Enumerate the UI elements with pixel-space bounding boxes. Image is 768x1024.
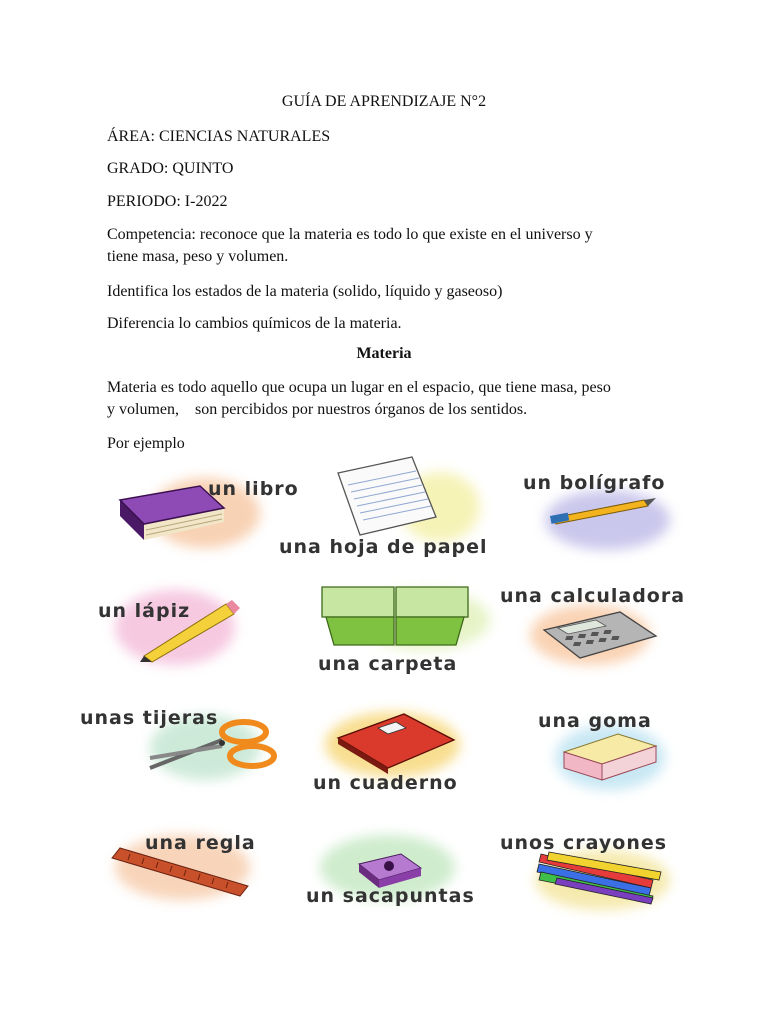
definition-line-1: Materia es todo aquello que ocupa un lugar en el espacio, que tiene masa, peso <box>107 379 611 396</box>
label-sharpener: un sacapuntas <box>306 885 475 907</box>
grade-line: GRADO: QUINTO <box>107 160 234 177</box>
label-pen: un bolígrafo <box>523 472 666 494</box>
period-line: PERIODO: I-2022 <box>107 193 228 210</box>
sharpener-icon <box>355 850 425 890</box>
eraser-icon <box>560 732 660 782</box>
label-calculator: una calculadora <box>500 585 686 607</box>
ruler-icon <box>110 848 250 898</box>
competence-line-4: Diferencia lo cambios químicos de la materia. <box>107 315 402 332</box>
label-book: un libro <box>208 478 299 500</box>
competence-line-1: Competencia: reconoce que la materia es todo lo que existe en el universo y <box>107 226 593 243</box>
pen-icon <box>548 496 658 526</box>
guide-title: GUÍA DE APRENDIZAJE N°2 <box>281 93 487 110</box>
label-paper: una hoja de papel <box>279 536 488 558</box>
calculator-icon <box>540 610 660 662</box>
definition-line-2: y volumen, son percibidos por nuestros órganos de los sentidos. <box>107 401 528 418</box>
notebook-icon <box>334 712 458 774</box>
paper-sheet-icon <box>330 455 440 537</box>
label-folder: una carpeta <box>318 653 458 675</box>
crayons-icon <box>535 852 665 904</box>
area-line: ÁREA: CIENCIAS NATURALES <box>107 128 331 145</box>
competence-line-3: Identifica los estados de la materia (solido, líquido y gaseoso) <box>107 283 503 300</box>
example-label: Por ejemplo <box>107 435 185 452</box>
competence-line-2: tiene masa, peso y volumen. <box>107 248 289 265</box>
section-heading: Materia <box>356 345 412 362</box>
label-scissors: unas tijeras <box>80 707 219 729</box>
folder-icon <box>320 583 470 649</box>
label-crayons: unos crayones <box>500 832 668 854</box>
label-notebook: un cuaderno <box>313 772 458 794</box>
label-pencil: un lápiz <box>98 600 191 622</box>
label-eraser: una goma <box>538 710 652 732</box>
label-ruler: una regla <box>145 832 256 854</box>
